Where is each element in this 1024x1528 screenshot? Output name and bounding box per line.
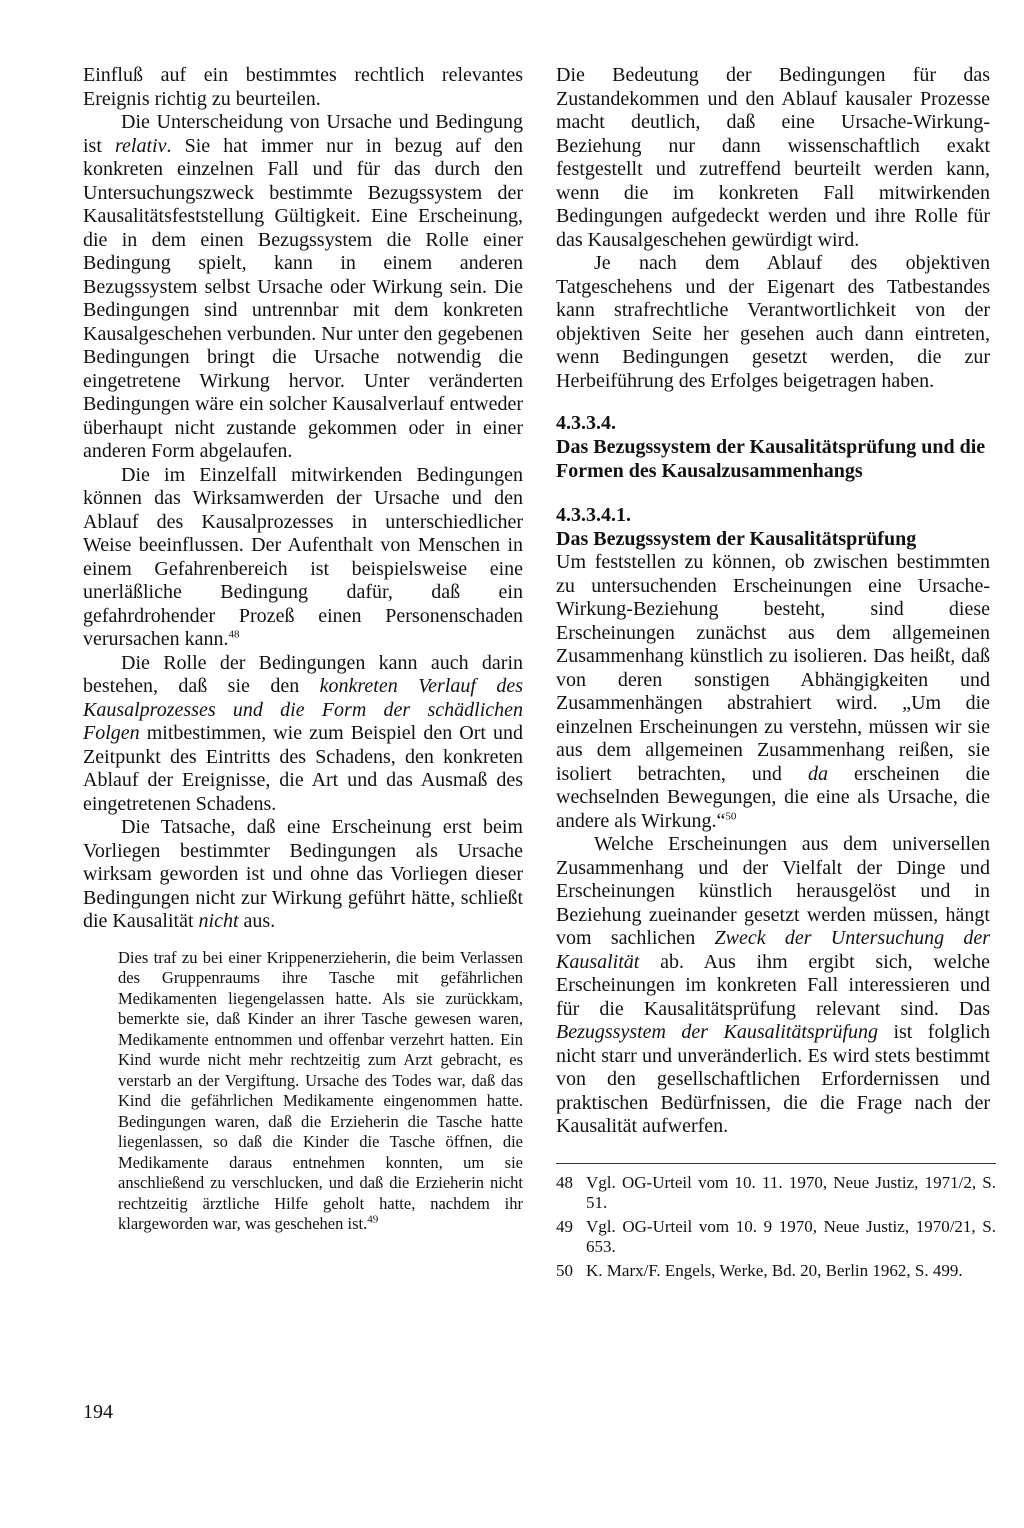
footnote-number: 49 [556,1216,573,1236]
footnote-number: 48 [556,1172,573,1192]
footnote-text: Vgl. OG-Urteil vom 10. 11. 1970, Neue Justiz, 1971/2, S. 51. [586,1172,996,1212]
emphasis: konkreten Verlauf des Kausalprozesses und die Form der schädlichen Folgen [83,675,523,744]
right-column [556,64,996,1284]
paragraph: Die im Einzelfall mitwirkenden Bedingungen können das Wirksamwerden der Ursache und den Ablauf des Kausalprozesses in unterschiedlicher Weise beeinflussen. Der Aufenthalt von Menschen in einem Gefahrenbereich ist beispielsweise eine unerläßliche Bedingung dafür, daß ein gefahrdrohender Prozeß einen Personenschaden verursachen kann.$^{48}$ [83,463,523,650]
paragraph: Welche Erscheinungen aus dem universellen Zusammenhang und der Vielfalt der Dinge und Erscheinungen künstlich herausgelöst und in Beziehung zueinander gesetzt werden müssen, hängt vom sachlichen Zweck der Untersuchung der Kausalität ab. Aus ihm ergibt sich, welche Erscheinungen im konkreten Fall interessieren und für die Kausalitätsprüfung relevant sind. Das Bezugssystem der Kausalitätsprüfung ist folglich nicht starr und unveränderlich. Es wird stets bestimmt von den gesellschaftlichen Erfordernissen und praktischen Bedürfnissen, die die Frage nach der Kausalität aufwerfen. [556,833,990,1137]
example-text: Dies traf zu bei einer Krippenerzieherin, die beim Verlassen des Gruppenraums ihre Tasche mit gefährlichen Medikamenten liegengelassen hatte. Als sie zurückkam, bemerkte sie, daß Kinder an ihrer Tasche gewesen waren, Medikamente entnommen und offenbar verzehrt hatten. Ein Kind wurde nicht mehr rechtzeitig zum Arzt gebracht, es verstarb an der Vergiftung. Ursache des Todes war, daß das Kind die gefährlichen Medikamente eingenommen hatte. Bedingungen waren, daß die Erzieherin die Tasche hatte liegenlassen, so daß die Kinder die Tasche öffnen, die Medikamente daraus entnehmen konnten, um sie anschließend zu verschlucken, und daß die Erzieherin nicht rechtzeitig ärztliche Hilfe geholt hatte, nachdem ihr klargeworden war, was geschehen ist.$^{49}$ [118,947,523,1233]
footnote [556,1173,996,1214]
paragraph: Einfluß auf ein bestimmtes rechtlich relevantes Ereignis richtig zu beurteilen. [83,64,523,110]
emphasis: da [807,762,828,785]
footnote [556,1217,996,1258]
footnote-text: Vgl. OG-Urteil vom 10. 9 1970, Neue Justiz, 1970/21, S. 653. [586,1216,996,1256]
paragraph: Um feststellen zu können, ob zwischen bestimmten zu untersuchenden Erscheinungen eine Ursache-Wirkung-Beziehung besteht, sind diese Erscheinungen zunächst aus dem allgemeinen Zusammenhang künstlich zu isolieren. Das heißt, daß von deren sonstigen Abhängigkeiten und Zusammenhängen abstrahiert wird. „Um die einzelnen Erscheinungen zu verstehn, müssen wir sie aus dem allgemeinen Zusammenhang reißen, sie isoliert betrachten, und da erscheinen die wechselnden Bewegungen, die eine als Ursache, die andere als Wirkung.“$^{50}$ [556,551,990,832]
emphasis: nicht [198,910,239,932]
footnote-ref: 49 [367,1213,379,1226]
subsection-number: 4.3.3.4.1. [556,504,631,526]
footnote-ref: 48 [228,628,240,641]
paragraph: Die Rolle der Bedingungen kann auch darin bestehen, daß sie den konkreten Verlauf des Kausalprozesses und die Form der schädlichen Folgen mitbestimmen, wie zum Beispiel den Ort und Zeitpunkt des Eintritts des Schadens, den konkreten Ablauf der Ereignisse, die Art und das Ausmaß des eingetretenen Schadens. [83,651,523,815]
subsection-heading: Das Bezugssystem der Kausalitätsprüfung [556,528,917,550]
paragraph: Die Unterscheidung von Ursache und Bedingung ist relativ. Sie hat immer nur in bezug auf den konkreten einzelnen Fall und für das durch den Untersuchungszweck bestimmte Bezugssystem der Kausalitätsfeststellung Gültigkeit. Eine Erscheinung, die in dem einen Bezugssystem die Rolle einer Bedingung spielt, kann in einem anderen Bezugssystem selbst Ursache oder Wirkung sein. Die Bedingungen sind untrennbar mit dem konkreten Kausalgeschehen verbunden. Nur unter den gegebenen Bedingungen bringt die Ursache notwendig die eingetretene Wirkung hervor. Unter veränderten Bedingungen wäre ein solcher Kausalverlauf entweder überhaupt nicht zustande gekommen oder in einer anderen Form abgelaufen. [83,111,523,462]
footnote-number: 50 [556,1260,573,1280]
footnote-text: K. Marx/F. Engels, Werke, Bd. 20, Berlin 1962, S. 499. [586,1260,963,1280]
emphasis: Bezugssystem der Kausalitätsprüfung [556,1021,878,1043]
left-column [83,64,523,1235]
paragraph: Die Bedeutung der Bedingungen für das Zustandekommen und den Ablauf kausaler Prozesse macht deutlich, daß eine Ursache-Wirkung-Beziehung nur dann wissenschaftlich exakt festgestellt und zutreffend beurteilt werden kann, wenn die im konkreten Fall mitwirkenden Bedingungen aufgedeckt werden und ihre Rolle für das Kausalgeschehen gewürdigt wird. [556,64,990,251]
footnote-ref: 50 [725,809,737,822]
emphasis: Zweck der Untersuchung der Kausalität [556,927,990,973]
paragraph: Je nach dem Ablauf des objektiven Tatgeschehens und der Eigenart des Tatbestandes kann strafrechtliche Verantwortlichkeit von der objektiven Seite her gesehen auch dann eintreten, wenn Bedingungen gesetzt werden, die zur Herbeiführung des Erfolges beigetragen haben. [556,252,990,392]
footnote [556,1261,996,1282]
section-number: 4.3.3.4. [556,412,616,434]
footnotes [556,1163,996,1282]
example-block [118,948,523,1235]
page-number: 194 [83,1401,113,1423]
emphasis: relativ [115,134,167,157]
paragraph: Die Tatsache, daß eine Erscheinung erst beim Vorliegen bestimmter Bedingungen als Ursache wirksam geworden ist und ohne das Vorliegen dieser Bedingungen nicht zur Wirkung geführt hätte, schließt die Kausalität nicht aus. [83,816,523,932]
section-heading: Das Bezugssystem der Kausalitätsprüfung und die Formen des Kausalzusammenhangs [556,436,986,482]
